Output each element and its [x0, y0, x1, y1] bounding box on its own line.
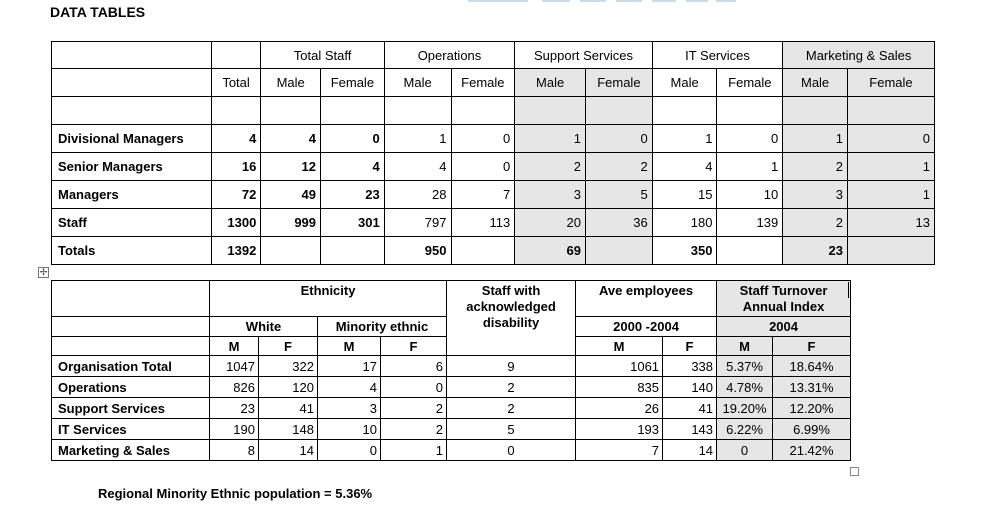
logo-fragment: [468, 0, 738, 6]
cell: 2: [447, 377, 576, 398]
cell: 999: [261, 209, 321, 237]
cell: 23: [321, 181, 385, 209]
cell: 322: [259, 356, 318, 377]
header-blank: [52, 337, 210, 356]
spacer-cell: [847, 97, 934, 125]
cell: 72: [211, 181, 261, 209]
cell: 4.78%: [717, 377, 773, 398]
cell: 180: [652, 209, 717, 237]
cell: 12: [261, 153, 321, 181]
cell: 4: [321, 153, 385, 181]
col-turnover-m: M: [717, 337, 773, 356]
cell: 5: [447, 419, 576, 440]
col-mkt-male: Male: [783, 69, 848, 97]
col-white-f: F: [259, 337, 318, 356]
cell: 15: [652, 181, 717, 209]
col-support-female: Female: [586, 69, 653, 97]
totals-row: [52, 237, 935, 265]
col-it-male: Male: [652, 69, 717, 97]
col-minority-f: F: [381, 337, 447, 356]
cell: 18.64%: [773, 356, 851, 377]
col-total-female: Female: [321, 69, 385, 97]
col-total-male: Male: [261, 69, 321, 97]
cell: 797: [384, 209, 451, 237]
cell: 16: [211, 153, 261, 181]
cell: 23: [783, 237, 848, 265]
header-minority-ethnic: Minority ethnic: [318, 317, 447, 337]
table-row: [52, 181, 935, 209]
header-blank: [52, 281, 210, 317]
cell: 2: [447, 398, 576, 419]
cell: 23: [210, 398, 259, 419]
sub-header-row: [52, 69, 935, 97]
cell: 2: [586, 153, 653, 181]
col-ops-female: Female: [451, 69, 515, 97]
table-row: [52, 209, 935, 237]
col-ave-f: F: [663, 337, 717, 356]
cell: 4: [211, 125, 261, 153]
cell: 193: [576, 419, 663, 440]
staff-gender-table: [51, 41, 935, 265]
cell: 0: [847, 125, 934, 153]
row-label: Organisation Total: [52, 356, 210, 377]
cell: 4: [384, 153, 451, 181]
cell: 49: [261, 181, 321, 209]
spacer-cell: [384, 97, 451, 125]
document-title: DATA TABLES: [50, 4, 146, 20]
cell: [717, 237, 783, 265]
cell: 28: [384, 181, 451, 209]
cell: 0: [381, 377, 447, 398]
col-total: Total: [211, 69, 261, 97]
cell: 8: [210, 440, 259, 461]
table-row: [52, 356, 851, 377]
cell: 1: [717, 153, 783, 181]
group-marketing-sales: Marketing & Sales: [783, 42, 935, 69]
table-row: [52, 440, 851, 461]
cell: 7: [576, 440, 663, 461]
cell: 1047: [210, 356, 259, 377]
spacer-cell: [515, 97, 586, 125]
cell: [451, 237, 515, 265]
group-header-row: [52, 42, 935, 69]
col-it-female: Female: [717, 69, 783, 97]
cell: 143: [663, 419, 717, 440]
cell: 9: [447, 356, 576, 377]
cell: 0: [451, 153, 515, 181]
header-blank: [211, 42, 261, 69]
header-blank: [52, 69, 212, 97]
cell: 13.31%: [773, 377, 851, 398]
cell: 1392: [211, 237, 261, 265]
header-blank: [52, 317, 210, 337]
cell: 190: [210, 419, 259, 440]
cell: 3: [515, 181, 586, 209]
row-label: Divisional Managers: [52, 125, 212, 153]
cell: [586, 237, 653, 265]
cell: 10: [717, 181, 783, 209]
cell: 6.99%: [773, 419, 851, 440]
col-minority-m: M: [318, 337, 381, 356]
cell: 41: [259, 398, 318, 419]
ethnicity-disability-table: [51, 280, 851, 461]
cell: 5.37%: [717, 356, 773, 377]
move-icon[interactable]: ✢: [39, 267, 48, 277]
cell: 826: [210, 377, 259, 398]
table-row: [52, 153, 935, 181]
cell: 20: [515, 209, 586, 237]
col-ave-m: M: [576, 337, 663, 356]
cell: 6: [381, 356, 447, 377]
header-blank: [52, 42, 212, 69]
cell: [847, 237, 934, 265]
group-support-services: Support Services: [515, 42, 653, 69]
header-ethnicity: Ethnicity: [210, 281, 447, 317]
cell: 139: [717, 209, 783, 237]
cell: 0: [717, 125, 783, 153]
footnote: Regional Minority Ethnic population = 5.36%: [98, 486, 373, 501]
cell: 1: [384, 125, 451, 153]
cell: 17: [318, 356, 381, 377]
spacer-cell: [261, 97, 321, 125]
spacer-cell: [652, 97, 717, 125]
cell: 26: [576, 398, 663, 419]
row-label: Support Services: [52, 398, 210, 419]
table-row: [52, 125, 935, 153]
cell: 0: [717, 440, 773, 461]
col-mkt-female: Female: [847, 69, 934, 97]
cell: [321, 237, 385, 265]
cell: 0: [321, 125, 385, 153]
cell: 1: [847, 181, 934, 209]
spacer-cell: [717, 97, 783, 125]
group-operations: Operations: [384, 42, 514, 69]
row-label: Senior Managers: [52, 153, 212, 181]
cell: 14: [259, 440, 318, 461]
spacer-cell: [783, 97, 848, 125]
cell: 1300: [211, 209, 261, 237]
cell: 3: [318, 398, 381, 419]
cell: 14: [663, 440, 717, 461]
cell: 6.22%: [717, 419, 773, 440]
cell: 0: [447, 440, 576, 461]
col-turnover-f: F: [773, 337, 851, 356]
spacer-cell: [52, 97, 212, 125]
table-row: [52, 419, 851, 440]
header-turnover-year: 2004: [717, 317, 851, 337]
cell: 301: [321, 209, 385, 237]
cell: 950: [384, 237, 451, 265]
row-label: Operations: [52, 377, 210, 398]
cell: 2: [783, 153, 848, 181]
row-label: IT Services: [52, 419, 210, 440]
cell: 1: [515, 125, 586, 153]
col-ops-male: Male: [384, 69, 451, 97]
cell: 2: [783, 209, 848, 237]
cell: 2: [515, 153, 586, 181]
header-staff-turnover: Staff Turnover Annual Index: [717, 281, 851, 317]
cell: 13: [847, 209, 934, 237]
row-label: Managers: [52, 181, 212, 209]
table-row: [52, 398, 851, 419]
cell: [261, 237, 321, 265]
header-ave-period: 2000 -2004: [576, 317, 717, 337]
col-support-male: Male: [515, 69, 586, 97]
cell: 7: [451, 181, 515, 209]
cell: 0: [451, 125, 515, 153]
cell: 4: [652, 153, 717, 181]
cell: 41: [663, 398, 717, 419]
cell: 12.20%: [773, 398, 851, 419]
cell: 835: [576, 377, 663, 398]
cell: 0: [318, 440, 381, 461]
row-label: Staff: [52, 209, 212, 237]
group-it-services: IT Services: [652, 42, 782, 69]
spacer-row: [52, 97, 935, 125]
cell: 10: [318, 419, 381, 440]
cell: 338: [663, 356, 717, 377]
header-disability: Staff with acknowledged disability: [447, 281, 576, 356]
cell: 4: [318, 377, 381, 398]
cell: 113: [451, 209, 515, 237]
text-cursor: [848, 282, 849, 298]
cell: 140: [663, 377, 717, 398]
cell: 2: [381, 419, 447, 440]
cell: 1061: [576, 356, 663, 377]
cell: 0: [586, 125, 653, 153]
cell: 21.42%: [773, 440, 851, 461]
header-white: White: [210, 317, 318, 337]
cell: 3: [783, 181, 848, 209]
cell: 69: [515, 237, 586, 265]
resize-icon[interactable]: [850, 467, 859, 476]
table-row: [52, 377, 851, 398]
spacer-cell: [321, 97, 385, 125]
spacer-cell: [586, 97, 653, 125]
cell: 5: [586, 181, 653, 209]
cell: 19.20%: [717, 398, 773, 419]
cell: 1: [783, 125, 848, 153]
cell: 2: [381, 398, 447, 419]
header-ave-employees: Ave employees: [576, 281, 717, 317]
row-label: Marketing & Sales: [52, 440, 210, 461]
cell: 350: [652, 237, 717, 265]
cell: 148: [259, 419, 318, 440]
cell: 120: [259, 377, 318, 398]
group-header-row: [52, 281, 851, 317]
spacer-cell: [451, 97, 515, 125]
group-total-staff: Total Staff: [261, 42, 384, 69]
col-white-m: M: [210, 337, 259, 356]
cell: 1: [381, 440, 447, 461]
row-label: Totals: [52, 237, 212, 265]
cell: 1: [652, 125, 717, 153]
spacer-cell: [211, 97, 261, 125]
cell: 1: [847, 153, 934, 181]
cell: 4: [261, 125, 321, 153]
cell: 36: [586, 209, 653, 237]
